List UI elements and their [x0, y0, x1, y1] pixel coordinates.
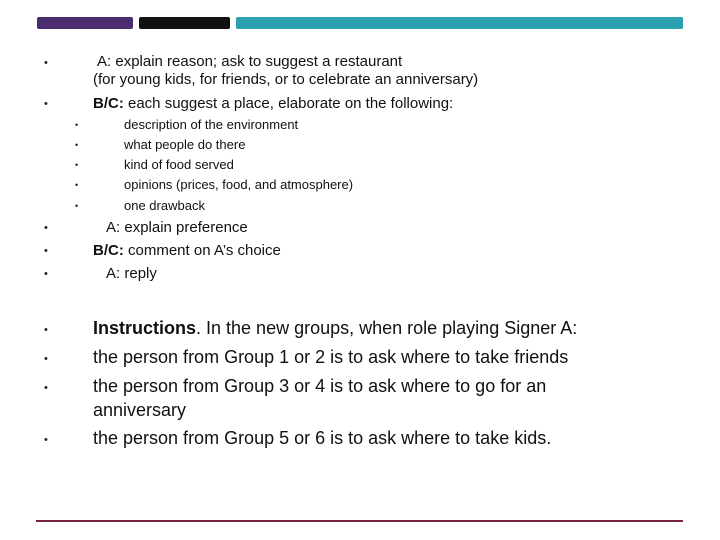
instruction-kids: the person from Group 5 or 6 is to ask where to take kids. — [93, 428, 552, 448]
bullet: • — [44, 434, 48, 446]
item-text: reply — [120, 265, 157, 282]
role-label: A: — [106, 219, 121, 236]
bullet: • — [44, 245, 48, 257]
sub-bullet: • — [75, 120, 79, 130]
header-bar-purple — [37, 17, 133, 29]
instructions-line — [93, 318, 577, 339]
role-label: A: — [97, 53, 112, 70]
header-bar-black — [139, 17, 230, 29]
item-text: explain reason; ask to suggest a restaurant — [111, 53, 403, 70]
item-text: explain preference — [120, 219, 248, 236]
role-label: B/C: — [93, 242, 124, 259]
header-bar-teal — [236, 17, 683, 29]
bullet: • — [44, 268, 48, 280]
bottom-rule — [36, 520, 683, 522]
sub-bullet: • — [75, 201, 79, 211]
bc-suggest-line — [93, 95, 453, 112]
a-explain-continuation: (for young kids, for friends, or to celebrate an anniversary) — [93, 71, 479, 88]
instruction-anniversary: the person from Group 3 or 4 is to ask where to go for an — [93, 376, 547, 396]
bullet: • — [44, 353, 48, 365]
bullet: • — [44, 57, 48, 69]
instructions-label: Instructions — [93, 318, 197, 338]
sub-bullet: • — [75, 160, 79, 170]
sub-item-what-people-do: what people do there — [124, 137, 246, 152]
a-reply-line — [106, 265, 157, 282]
a-preference-line — [106, 219, 248, 236]
sub-item-drawback: one drawback — [124, 198, 205, 213]
sub-item-environment: description of the environment — [124, 117, 299, 132]
role-label: B/C: — [93, 95, 124, 112]
instruction-friends: the person from Group 1 or 2 is to ask where to take friends — [93, 347, 569, 367]
role-label: A: — [106, 265, 121, 282]
instruction-anniversary-cont: anniversary — [93, 400, 187, 420]
sub-bullet: • — [75, 180, 79, 190]
bullet: • — [44, 382, 48, 394]
sub-item-food: kind of food served — [124, 157, 234, 172]
bullet: • — [44, 222, 48, 234]
bullet: • — [44, 98, 48, 110]
instructions-text: . In the new groups, when role playing Signer A: — [196, 318, 578, 338]
sub-bullet: • — [75, 140, 79, 150]
bc-comment-line — [93, 242, 281, 259]
item-text: comment on A’s choice — [123, 242, 281, 259]
a-explain-line — [97, 53, 402, 70]
item-text: each suggest a place, elaborate on the following: — [123, 95, 454, 112]
sub-item-opinions: opinions (prices, food, and atmosphere) — [124, 177, 354, 192]
bullet: • — [44, 324, 48, 336]
